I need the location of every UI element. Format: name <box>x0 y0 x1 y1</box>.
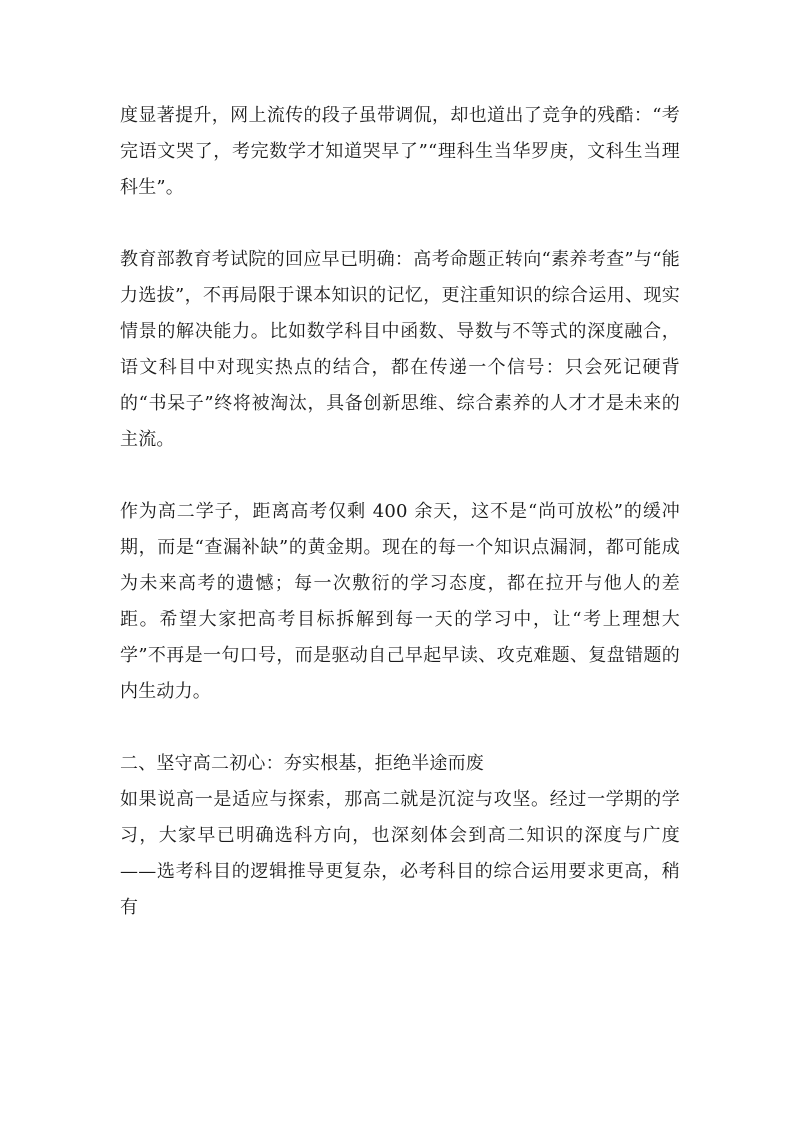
paragraph-sophomore-call: 作为高二学子，距离高考仅剩 400 余天，这不是“尚可放松”的缓冲期，而是“查漏补缺”的黄金期。现在的每一个知识点漏洞，都可能成为未来高考的遗憾；每一次敷衍的学习态度，都在拉开与他人的差距。希望大家把高考目标拆解到每一天的学习中，让“考上理想大学”不再是一句口号，而是驱动自己早起早读、攻克难题、复盘错题的内生动力。 <box>120 501 680 702</box>
paragraph-exam-reform: 教育部教育考试院的回应早已明确：高考命题正转向“素养考查”与“能力选拔”，不再局限于课本知识的记忆，更注重知识的综合运用、现实情景的解决能力。比如数学科目中函数、导数与不等式的深度融合，语文科目中对现实热点的结合，都在传递一个信号：只会死记硬背的“书呆子”终将被淘汰，具备创新思维、综合素养的人才才是未来的主流。 <box>120 249 680 450</box>
paragraph-spacer <box>120 710 680 746</box>
paragraph-section-intro: 如果说高一是适应与探索，那高二就是沉淀与攻坚。经过一学期的学习，大家早已明确选科方向，也深刻体会到高二知识的深度与广度——选考科目的逻辑推导更复杂，必考科目的综合运用要求更高，稍有 <box>120 789 680 918</box>
section-heading: 二、坚守高二初心：夯实根基，拒绝半途而废 <box>120 753 484 774</box>
paragraph-spacer <box>120 458 680 494</box>
document-body <box>120 98 680 926</box>
paragraph-spacer <box>120 206 680 242</box>
paragraph-competition: 度显著提升，网上流传的段子虽带调侃，却也道出了竞争的残酷：“考完语文哭了，考完数学才知道哭早了”“理科生当华罗庚，文科生当理科生”。 <box>120 105 680 198</box>
